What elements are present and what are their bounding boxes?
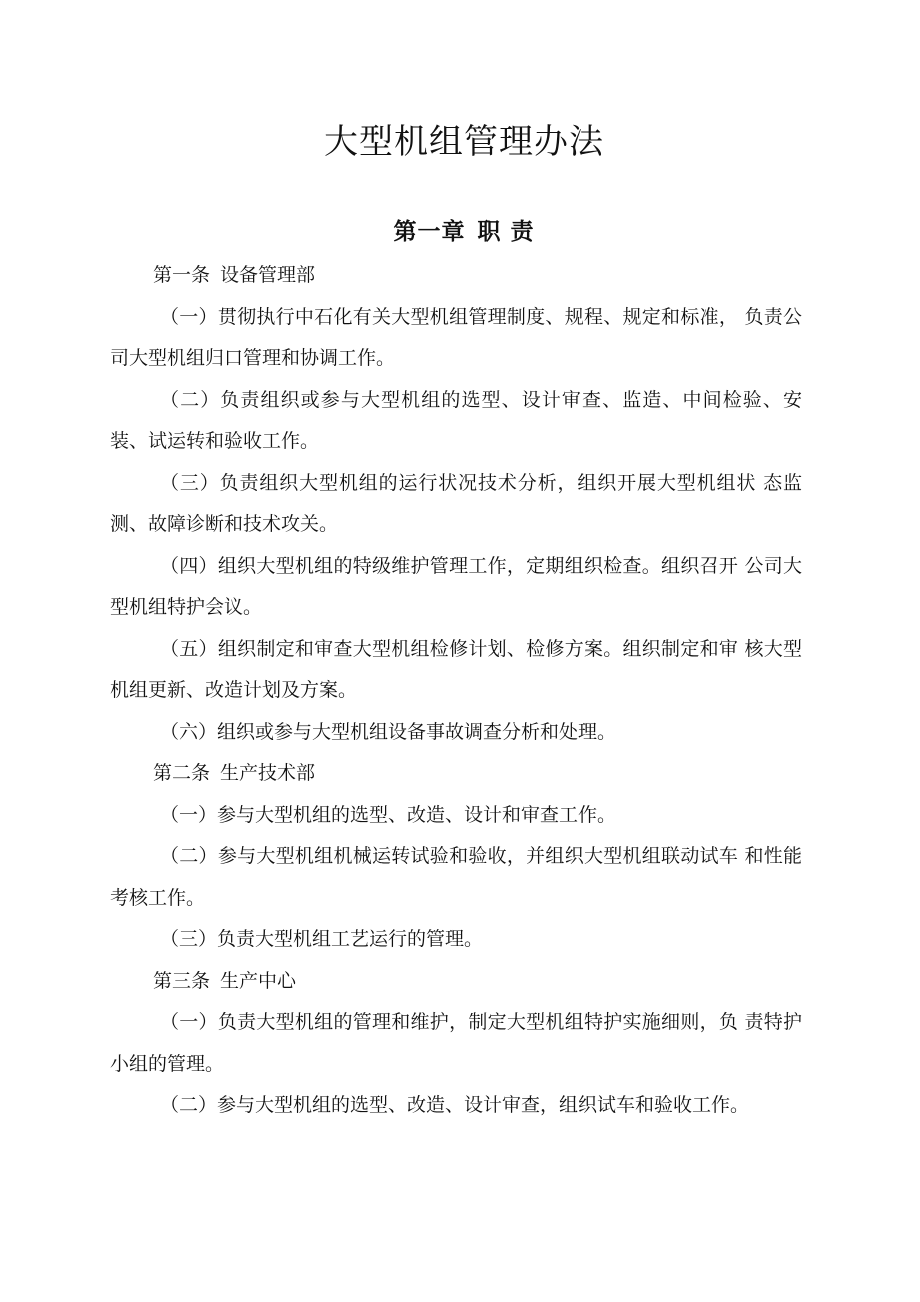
clause-paragraph: （六）组织或参与大型机组设备事故调查分析和处理。 <box>160 720 617 743</box>
clause-paragraph: （三）负责组织大型机组的运行状况技术分析，组织开展大型机组状 态监测、故障诊断和技术攻关。 <box>110 471 802 535</box>
clause-paragraph: （二）参与大型机组机械运转试验和验收，并组织大型机组联动试车 和性能考核工作。 <box>110 845 802 909</box>
chapter-label: 第一章 <box>393 219 466 245</box>
article-department: 生产中心 <box>220 969 297 992</box>
clause-paragraph: （一）贯彻执行中石化有关大型机组管理制度、规程、规定和标准， 负责公司大型机组归口管理和协调工作。 <box>110 305 802 369</box>
article-number: 第三条 <box>153 969 211 992</box>
clause-paragraph: （一）参与大型机组的选型、改造、设计和审查工作。 <box>160 803 617 826</box>
article-number: 第二条 <box>153 762 211 784</box>
chapter-heading <box>0 212 920 252</box>
article-heading <box>110 753 802 795</box>
clause-paragraph: （二）参与大型机组的选型、改造、设计审查，组织试车和验收工作。 <box>160 1094 750 1116</box>
article-department: 生产技术部 <box>220 762 316 784</box>
clause-paragraph: （三）负责大型机组工艺运行的管理。 <box>160 928 484 950</box>
article-heading <box>110 255 802 297</box>
article-number: 第一条 <box>153 264 211 286</box>
document-body <box>110 255 802 1127</box>
clause-paragraph: （一）负责大型机组的管理和维护，制定大型机组特护实施细则，负 责特护小组的管理。 <box>110 1011 802 1075</box>
article-department: 设备管理部 <box>220 264 316 286</box>
clause-paragraph: （四）组织大型机组的特级维护管理工作，定期组织检查。组织召开 公司大型机组特护会议。 <box>110 554 802 618</box>
chapter-name: 职 责 <box>477 219 535 245</box>
clause-paragraph: （五）组织制定和审查大型机组检修计划、检修方案。组织制定和审 核大型机组更新、改造计划及方案。 <box>110 637 802 701</box>
document-title: 大型机组管理办法 <box>324 122 604 162</box>
article-heading <box>110 961 802 1003</box>
clause-paragraph: （二）负责组织或参与大型机组的选型、设计审查、监造、中间检验、安装、试运转和验收工作。 <box>110 388 802 452</box>
